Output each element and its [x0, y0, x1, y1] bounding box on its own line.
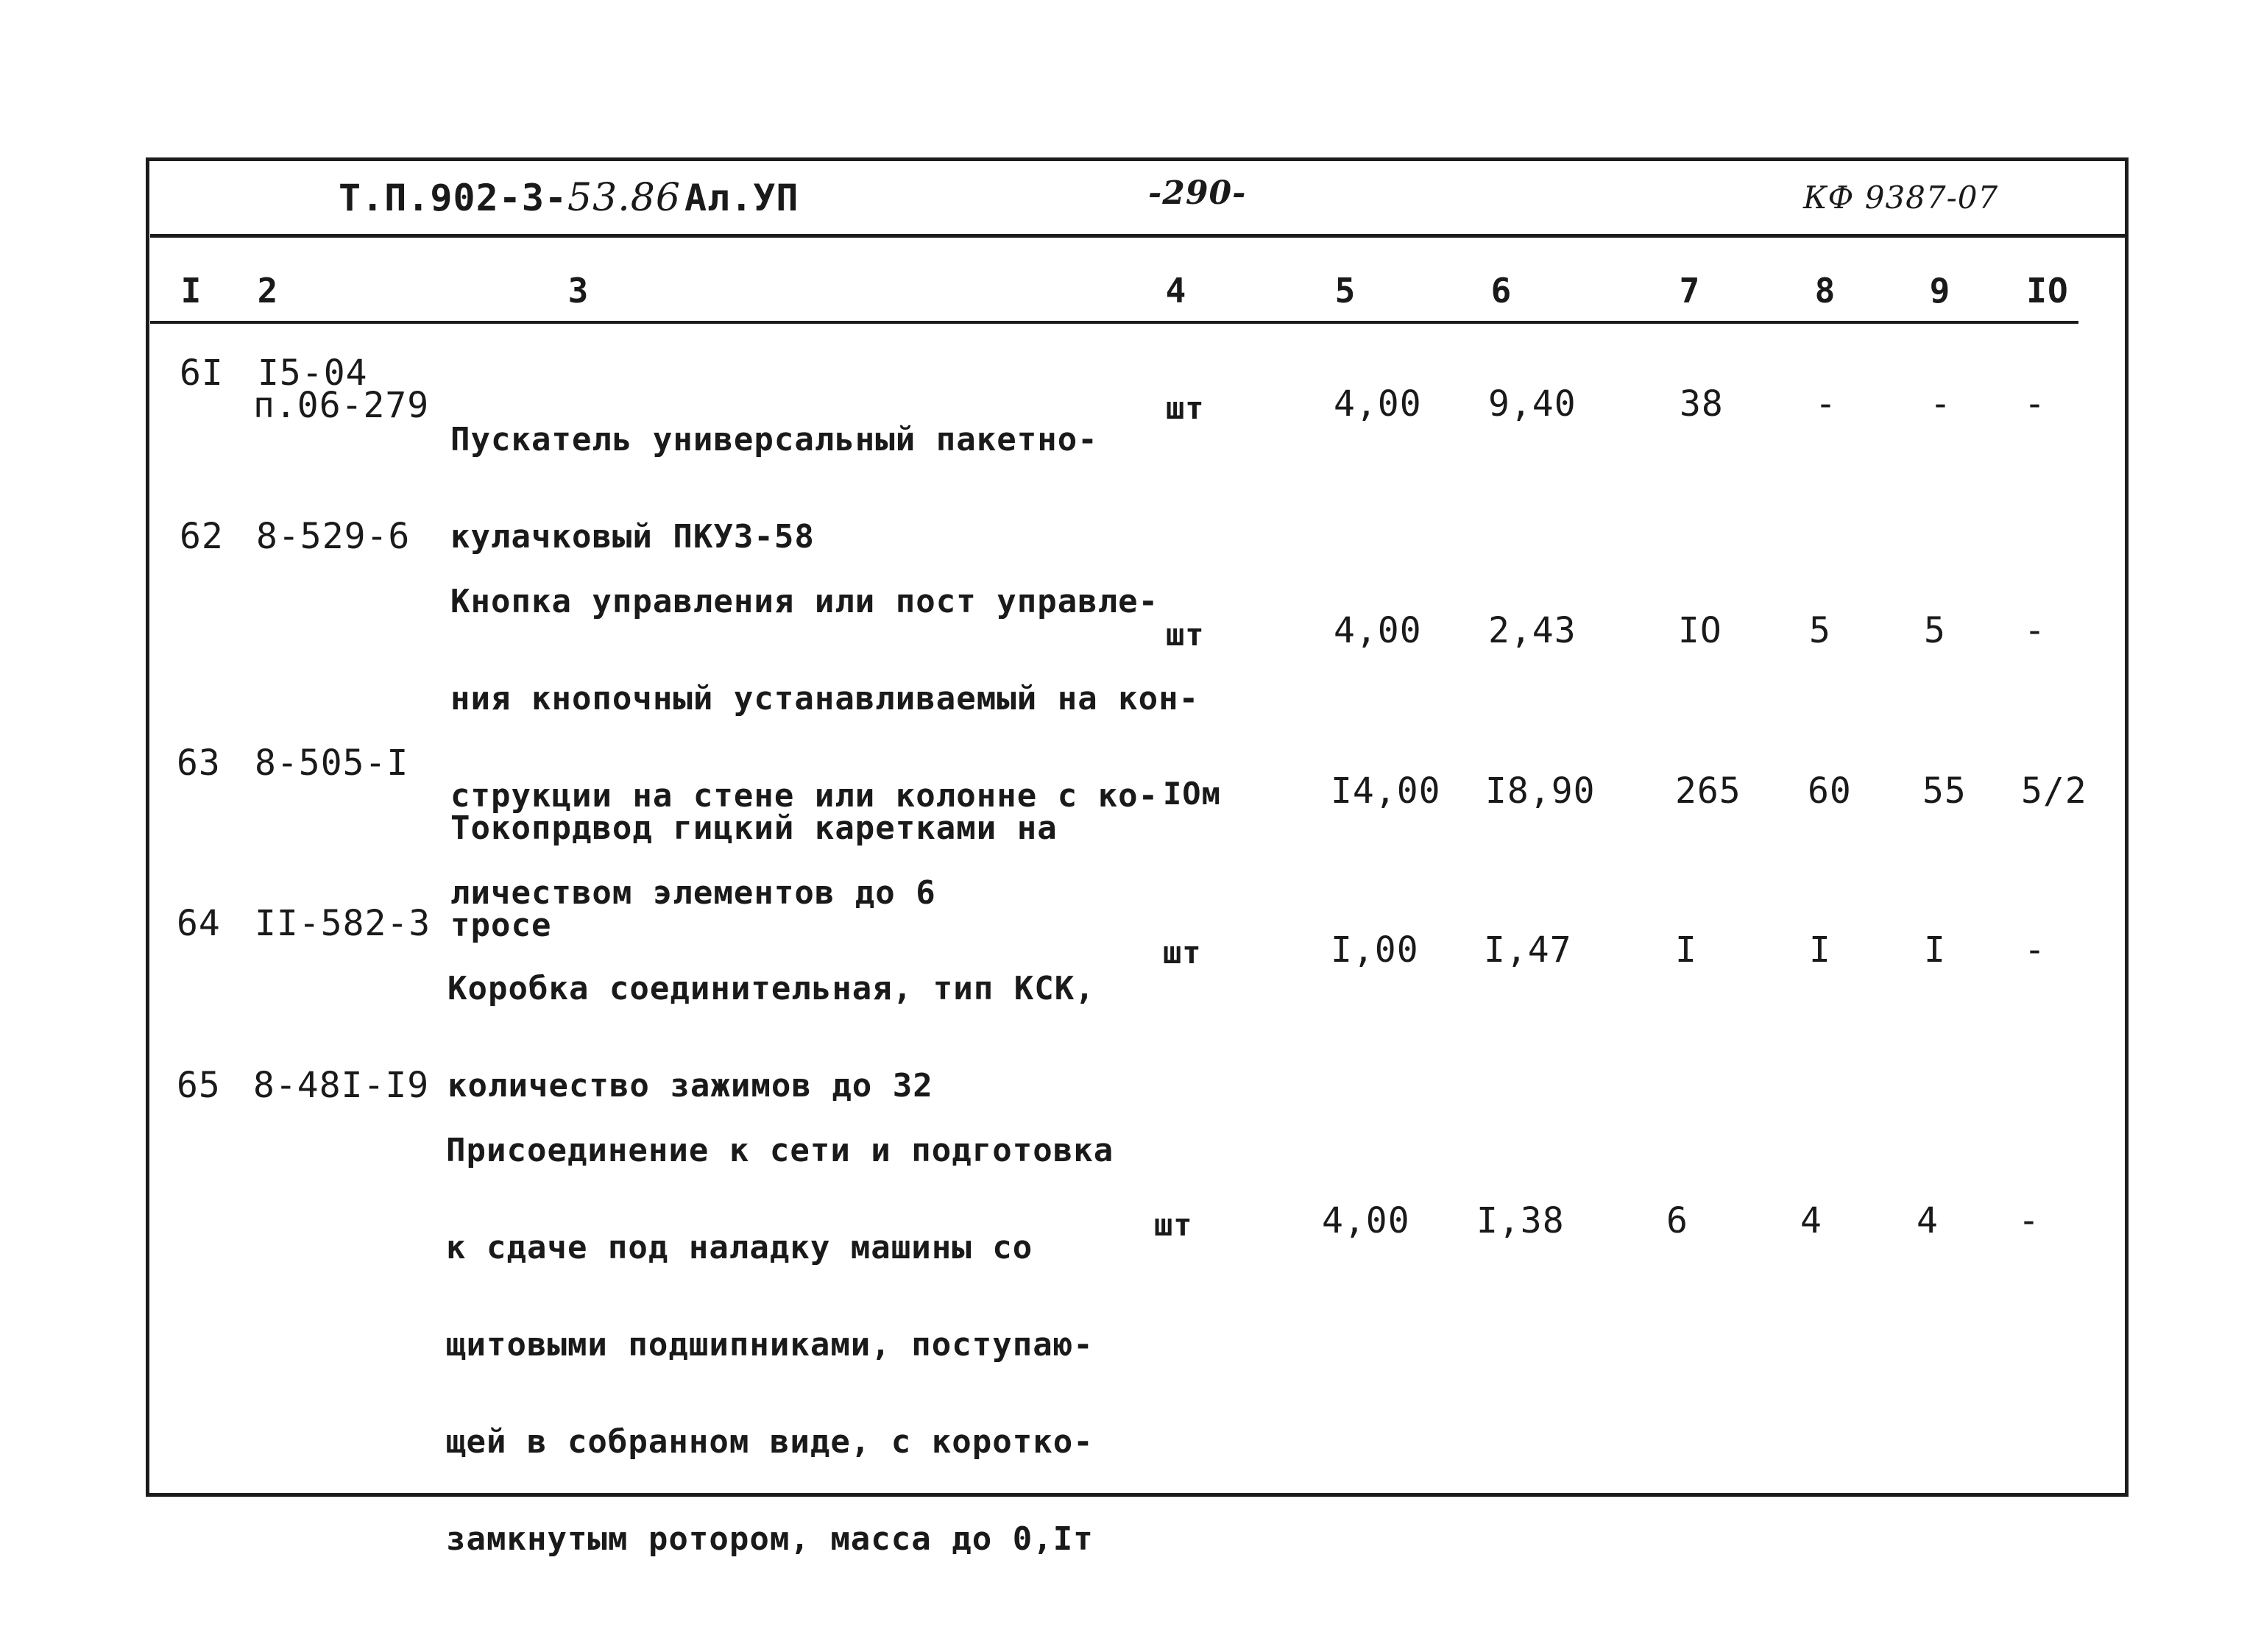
colnum-4: 4 [1165, 271, 1187, 311]
album-label: Ал.УП [684, 177, 799, 219]
col6-value: I8,90 [1485, 770, 1596, 812]
col6-value: I,38 [1476, 1200, 1565, 1241]
col6-value: 9,40 [1488, 383, 1577, 425]
doc-code-printed: Т.П.902-3- [339, 177, 568, 219]
colnum-8: 8 [1814, 271, 1836, 311]
registration-stamp: КФ 9387-07 [1803, 180, 1999, 216]
unit: шт [1154, 1207, 1193, 1243]
unit: шт [1163, 935, 1202, 971]
unit: IOм [1163, 776, 1221, 812]
col7-value: I [1675, 929, 1697, 971]
col9-value: 5 [1924, 610, 1946, 651]
row-description: Присоединение к сети и подготовка к сдаче под наладку машины со щитовыми подшипниками, поступаю- щей в собранном виде, с коротко- замкнутым ротором, масса до 0,Iт [446, 1132, 1114, 1558]
colnum-6: 6 [1490, 271, 1512, 311]
row-number: 6I [180, 352, 224, 394]
col6-value: 2,43 [1488, 610, 1577, 651]
col5-value: I,00 [1331, 929, 1419, 971]
col9-value: - [1930, 383, 1952, 425]
row-description: Пускатель универсальный пакетно- кулачковый ПКУЗ-58 [450, 421, 1098, 556]
col10-value: - [2024, 929, 2046, 971]
col9-value: 55 [1922, 770, 1967, 812]
col10-value: 5/2 [2021, 770, 2087, 812]
norm-code: 8-529-6 [256, 516, 411, 557]
col6-value: I,47 [1484, 929, 1572, 971]
colnum-1: I [180, 271, 202, 311]
col8-value: I [1809, 929, 1831, 971]
col7-value: 38 [1680, 383, 1724, 425]
colnum-5: 5 [1334, 271, 1356, 311]
header-divider [150, 234, 2127, 238]
norm-code: 8-48I-I9 [253, 1065, 430, 1106]
row-description: Токопрдвод гицкий каретками на тросе [450, 809, 1058, 944]
col5-value: I4,00 [1331, 770, 1441, 812]
norm-code: II-582-3 [255, 903, 431, 944]
col7-value: 6 [1666, 1200, 1688, 1241]
colnum-9: 9 [1929, 271, 1951, 311]
row-number: 62 [180, 516, 224, 557]
col10-value: - [2024, 383, 2046, 425]
row-description: Кнопка управления или пост управле- ния кнопочный устанавливаемый на кон- струкции на стене или колонне с ко- личеством элементов до 6 [450, 583, 1200, 912]
norm-code: I5-04 [258, 352, 368, 394]
unit: шт [1166, 390, 1205, 426]
colnum-2: 2 [257, 271, 279, 311]
unit: шт [1166, 617, 1205, 653]
col9-value: I [1924, 929, 1946, 971]
doc-code-handwritten: 53.86 [567, 176, 681, 220]
col9-value: 4 [1917, 1200, 1939, 1241]
colnum-10: IO [2026, 271, 2069, 311]
col5-value: 4,00 [1334, 383, 1422, 425]
col8-value: - [1815, 383, 1837, 425]
doc-code [339, 176, 681, 220]
col8-value: 4 [1800, 1200, 1822, 1241]
col5-value: 4,00 [1334, 610, 1422, 651]
page-number: -290- [1148, 174, 1247, 212]
row-number: 64 [177, 903, 221, 944]
column-numbers-divider [150, 321, 2078, 324]
norm-code: 8-505-I [255, 742, 409, 784]
row-number: 63 [177, 742, 221, 784]
col7-value: IO [1678, 610, 1722, 651]
colnum-7: 7 [1679, 271, 1701, 311]
row-number: 65 [177, 1065, 221, 1106]
col5-value: 4,00 [1322, 1200, 1410, 1241]
col10-value: - [2018, 1200, 2040, 1241]
norm-code: п.06-279 [253, 385, 430, 426]
col10-value: - [2024, 610, 2046, 651]
colnum-3: 3 [567, 271, 590, 311]
col7-value: 265 [1675, 770, 1741, 812]
row-description: Коробка соединительная, тип КСК, количество зажимов до 32 [447, 970, 1095, 1105]
col8-value: 60 [1808, 770, 1852, 812]
col8-value: 5 [1809, 610, 1831, 651]
